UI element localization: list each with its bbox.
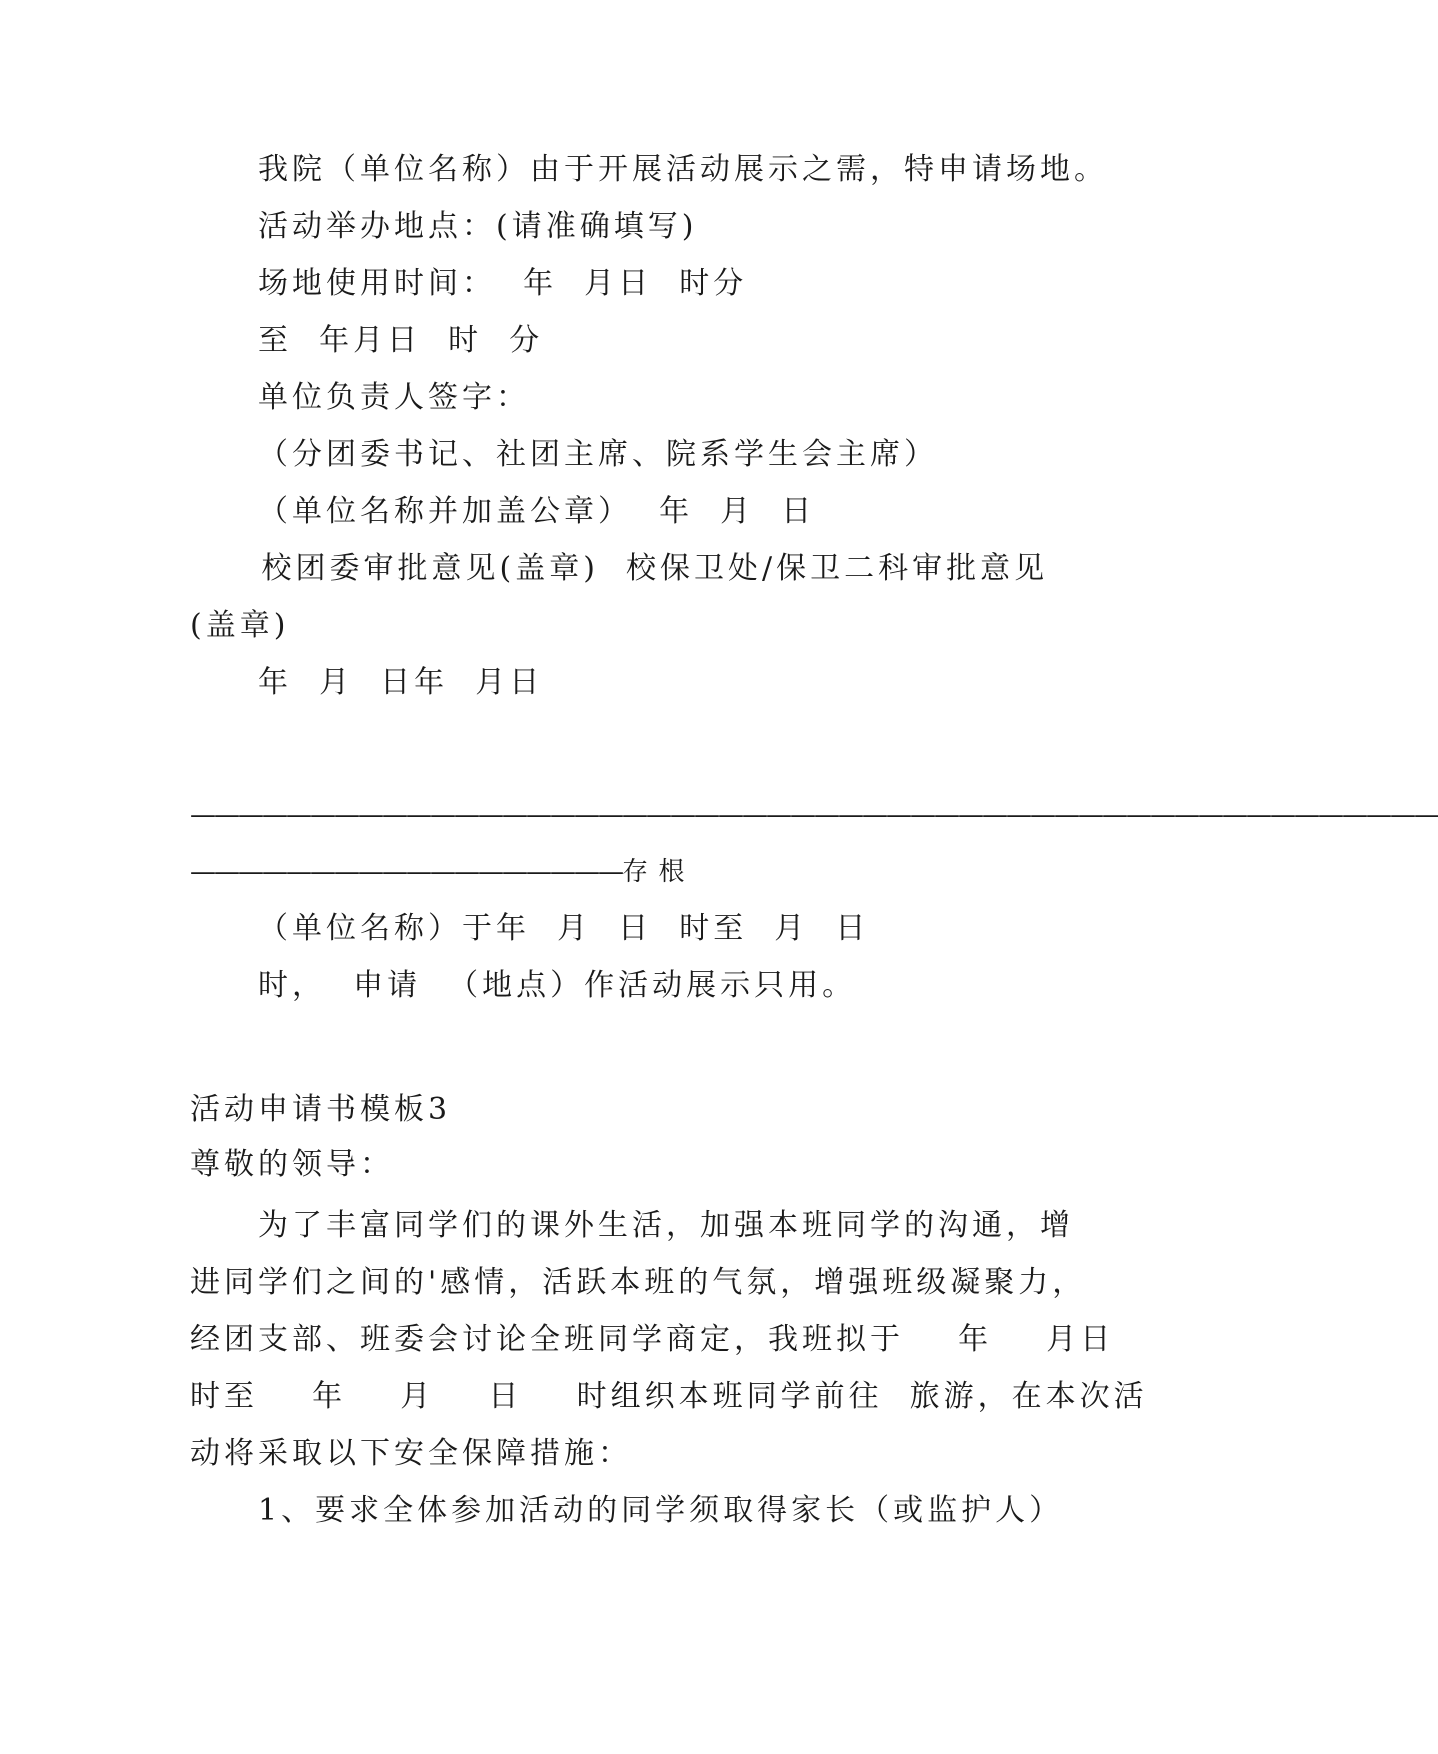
approval-dates-line: 年 月 日年 月日: [258, 665, 544, 700]
body-line: 为了丰富同学们的课外生活，加强本班同学的沟通，增: [258, 1208, 1074, 1243]
time-from-line: 场地使用时间： 年 月日 时分: [258, 266, 748, 301]
approval-stamp-line: (盖章): [190, 608, 290, 643]
signature-line: 单位负责人签字：: [258, 380, 530, 415]
item-1: 1、要求全体参加活动的同学须取得家长（或监护人）: [258, 1493, 1064, 1528]
body-line: 动将采取以下安全保障措施：: [190, 1436, 632, 1471]
signer-roles-line: （分团委书记、社团主席、院系学生会主席）: [258, 437, 938, 472]
salutation: 尊敬的领导：: [190, 1147, 394, 1182]
body-line: 时至 年 月 日 时组织本班同学前往 旅游，在本次活: [190, 1379, 1148, 1414]
body-line: 经团支部、班委会讨论全班同学商定，我班拟于 年 月日: [190, 1322, 1115, 1357]
stub-line-1: （单位名称）于年 月 日 时至 月 日: [258, 911, 870, 946]
intro-paragraph: 我院（单位名称）由于开展活动展示之需，特申请场地。: [258, 152, 1108, 187]
approval-line: 校团委审批意见(盖章) 校保卫处/保卫二科审批意见: [248, 551, 1049, 586]
stub-label: ——————————————————存 根: [190, 857, 683, 887]
location-line: 活动举办地点：(请准确填写): [258, 209, 698, 244]
stub-divider: ————————————————————————————————————————————————————: [190, 800, 1438, 830]
stub-line-2: 时， 申请 （地点）作活动展示只用。: [258, 968, 857, 1003]
body-line: 进同学们之间的'感情，活跃本班的气氛，增强班级凝聚力，: [190, 1265, 1087, 1300]
stamp-date-line: （单位名称并加盖公章） 年 月 日: [258, 494, 816, 529]
template3-heading: 活动申请书模板3: [190, 1092, 452, 1127]
time-to-line: 至 年月日 时 分: [258, 323, 544, 358]
